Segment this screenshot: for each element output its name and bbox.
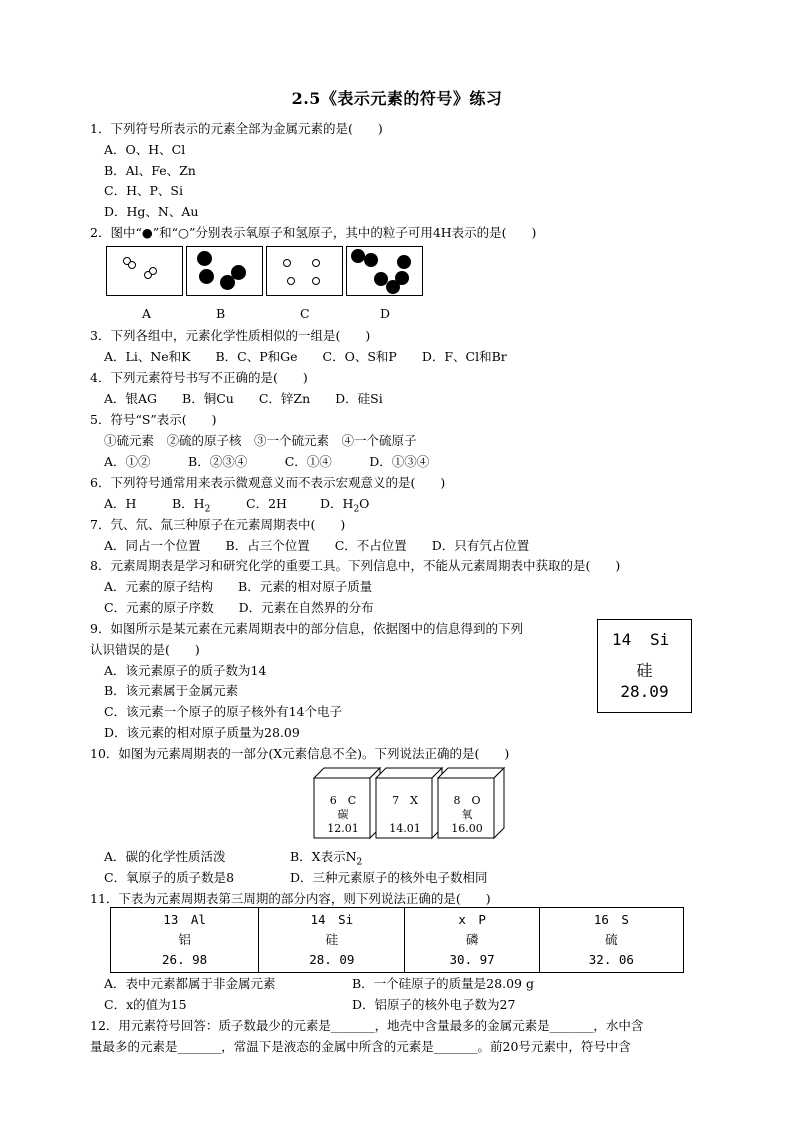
q2-figure-c bbox=[266, 246, 343, 296]
q12-line1: 12．用元素符号回答：质子数最少的元素是_______，地壳中含量最多的金属元素是_______，水中含 bbox=[90, 1018, 644, 1033]
cell-number-symbol: x P bbox=[458, 912, 486, 927]
q11-cell-al bbox=[111, 908, 259, 973]
cell-mass: 30. 97 bbox=[449, 952, 495, 967]
q9-element-number: 14 bbox=[612, 630, 632, 649]
q9-option-a: A．该元素原子的质子数为14 bbox=[104, 663, 267, 678]
q7-stem: 7．氕、氘、氚三种原子在元素周期表中( ) bbox=[90, 517, 346, 532]
q11-periodic-table bbox=[110, 907, 684, 973]
q11-stem: 11．下表为元素周期表第三周期的部分内容，则下列说法正确的是( ) bbox=[90, 891, 491, 906]
q11-cell-p bbox=[405, 908, 539, 973]
q6-option-b bbox=[172, 495, 210, 519]
q6-option-d-suffix: O bbox=[359, 496, 370, 511]
q11-option-b: B．一个硅原子的质量是28.09 g bbox=[352, 976, 534, 991]
q9-stem-line1: 9．如图所示是某元素在元素周期表中的部分信息，依据图中的信息得到的下列 bbox=[90, 621, 523, 636]
q2-figure-d bbox=[346, 246, 423, 296]
cell-name bbox=[378, 808, 432, 822]
q9-stem-line2: 认识错误的是( ) bbox=[90, 642, 200, 657]
q6-option-a: A．H bbox=[104, 496, 137, 511]
oxygen-atom bbox=[351, 249, 365, 263]
q6-option-d-subscript: 2 bbox=[353, 504, 360, 515]
oxygen-atom bbox=[199, 269, 214, 284]
q6-option-c: C．2H bbox=[246, 496, 287, 511]
hydrogen-atom bbox=[283, 259, 291, 267]
q3-stem: 3．下列各组中，元素化学性质相似的一组是( ) bbox=[90, 328, 371, 343]
cell-number-symbol: 13 Al bbox=[163, 912, 206, 927]
q4-options: A．银AG B．铜Cu C．锌Zn D．硅Si bbox=[104, 391, 383, 406]
q2-label-d: D bbox=[380, 306, 391, 321]
q8-stem: 8．元素周期表是学习和研究化学的重要工具。下列信息中，不能从元素周期表中获取的是( ) bbox=[90, 558, 621, 573]
q2-label-c: C bbox=[300, 306, 310, 321]
page-title: 2.5《表示元素的符号》练习 bbox=[291, 89, 503, 108]
q10-option-c: C．氧原子的质子数是8 bbox=[104, 870, 235, 885]
hydrogen-atom bbox=[128, 261, 136, 269]
q11-option-c: C．x的值为15 bbox=[104, 997, 187, 1012]
q6-option-d bbox=[320, 495, 369, 519]
q6-stem: 6．下列符号通常用来表示微观意义而不表示宏观意义的是( ) bbox=[90, 475, 446, 490]
q9-element-cell bbox=[597, 619, 692, 713]
q1-option-a: A．O、H、Cl bbox=[104, 142, 186, 157]
q2-figure-a bbox=[106, 246, 183, 296]
cell-mass: 16.00 bbox=[451, 822, 483, 835]
cell-name: 硅 bbox=[325, 932, 339, 947]
q2-stem: 2．图中“●”和“○”分别表示氧原子和氢原子，其中的粒子可用4H表示的是( ) bbox=[90, 225, 537, 240]
q5-stem: 5．符号“S”表示( ) bbox=[90, 412, 217, 427]
q11-cell-si bbox=[259, 908, 405, 973]
q8-options-ab: A．元素的原子结构 B．元素的相对原子质量 bbox=[104, 579, 373, 594]
q10-option-a: A．碳的化学性质活泼 bbox=[104, 849, 226, 864]
q4-stem: 4．下列元素符号书写不正确的是( ) bbox=[90, 370, 308, 385]
q1-option-c: C．H、P、Si bbox=[104, 183, 183, 198]
cell-name: 氧 bbox=[461, 808, 473, 821]
cube-side-face bbox=[494, 768, 504, 838]
oxygen-atom bbox=[386, 280, 400, 294]
q10-stem: 10．如图为元素周期表的一部分(X元素信息不全)。下列说法正确的是( ) bbox=[90, 746, 510, 761]
q9-element-name: 硅 bbox=[636, 661, 653, 680]
q6-option-b-subscript: 2 bbox=[204, 504, 211, 515]
oxygen-atom bbox=[364, 253, 378, 267]
hydrogen-atom bbox=[149, 267, 157, 275]
q5-items: ①硫元素 ②硫的原子核 ③一个硫元素 ④一个硫原子 bbox=[104, 433, 417, 448]
q2-label-b: B bbox=[216, 306, 226, 321]
q8-options-cd: C．元素的原子序数 D．元素在自然界的分布 bbox=[104, 600, 374, 615]
q2-label-a: A bbox=[142, 306, 152, 321]
cell-number-symbol: 14 Si bbox=[310, 912, 354, 927]
q6-option-d-text: D．H bbox=[320, 496, 354, 511]
cell-number-symbol: 16 S bbox=[593, 912, 629, 927]
q9-option-b: B．该元素属于金属元素 bbox=[104, 683, 239, 698]
q7-options: A．同占一个位置 B．占三个位置 C．不占位置 D．只有氕占位置 bbox=[104, 538, 530, 553]
hydrogen-atom bbox=[287, 277, 295, 285]
hydrogen-atom bbox=[312, 259, 320, 267]
q9-element-symbol: Si bbox=[650, 630, 670, 649]
q10-option-b-subscript: 2 bbox=[356, 857, 363, 868]
q1-option-d: D．Hg、N、Au bbox=[104, 204, 199, 219]
q6-option-b-text: B．H bbox=[172, 496, 205, 511]
cell-mass: 28. 09 bbox=[309, 952, 355, 967]
hydrogen-atom bbox=[312, 277, 320, 285]
cube-top-face bbox=[438, 768, 504, 778]
q9-option-c: C．该元素一个原子的原子核外有14个电子 bbox=[104, 704, 342, 719]
q11-cell-s bbox=[539, 908, 683, 973]
q10-cell-oxygen bbox=[440, 794, 494, 836]
cell-name: 碳 bbox=[337, 808, 349, 821]
oxygen-atom bbox=[197, 251, 212, 266]
cell-mass: 32. 06 bbox=[588, 952, 634, 967]
cell-mass: 12.01 bbox=[327, 822, 359, 835]
cell-name: 磷 bbox=[465, 932, 479, 947]
cell-name: 铝 bbox=[178, 932, 191, 947]
cube-top-face bbox=[314, 768, 380, 778]
q10-option-b-text: B．X表示N bbox=[290, 849, 357, 864]
q11-option-a: A．表中元素都属于非金属元素 bbox=[104, 976, 276, 991]
q9-element-mass: 28.09 bbox=[620, 682, 669, 701]
q10-cell-carbon bbox=[316, 794, 370, 836]
cell-mass: 14.01 bbox=[389, 822, 421, 835]
q1-stem: 1．下列符号所表示的元素全部为金属元素的是( ) bbox=[90, 121, 383, 136]
cell-number-symbol: 8 O bbox=[453, 794, 481, 807]
q10-option-d: D．三种元素原子的核外电子数相同 bbox=[290, 870, 488, 885]
q5-options: A．①② B．②③④ C．①④ D．①③④ bbox=[104, 454, 430, 469]
q3-options: A．Li、Ne和K B．C、P和Ge C．O、S和P D．F、Cl和Br bbox=[104, 349, 507, 364]
q10-cell-x bbox=[378, 794, 432, 836]
q10-option-b bbox=[290, 848, 362, 872]
q12-line2: 量最多的元素是_______，常温下是液态的金属中所含的元素是_______。前20号元素中，符号中含 bbox=[90, 1039, 631, 1054]
cell-mass: 26. 98 bbox=[162, 952, 208, 967]
oxygen-atom bbox=[397, 255, 411, 269]
q1-option-b: B．Al、Fe、Zn bbox=[104, 163, 196, 178]
oxygen-atom bbox=[220, 275, 235, 290]
cell-name: 硫 bbox=[605, 932, 618, 947]
q9-option-d: D．该元素的相对原子质量为28.09 bbox=[104, 725, 300, 740]
q11-option-d: D．铝原子的核外电子数为27 bbox=[352, 997, 516, 1012]
cell-number-symbol: 7 X bbox=[392, 794, 418, 807]
cell-number-symbol: 6 C bbox=[329, 794, 357, 807]
q2-figure-b bbox=[186, 246, 263, 296]
cube-top-face bbox=[376, 768, 442, 778]
